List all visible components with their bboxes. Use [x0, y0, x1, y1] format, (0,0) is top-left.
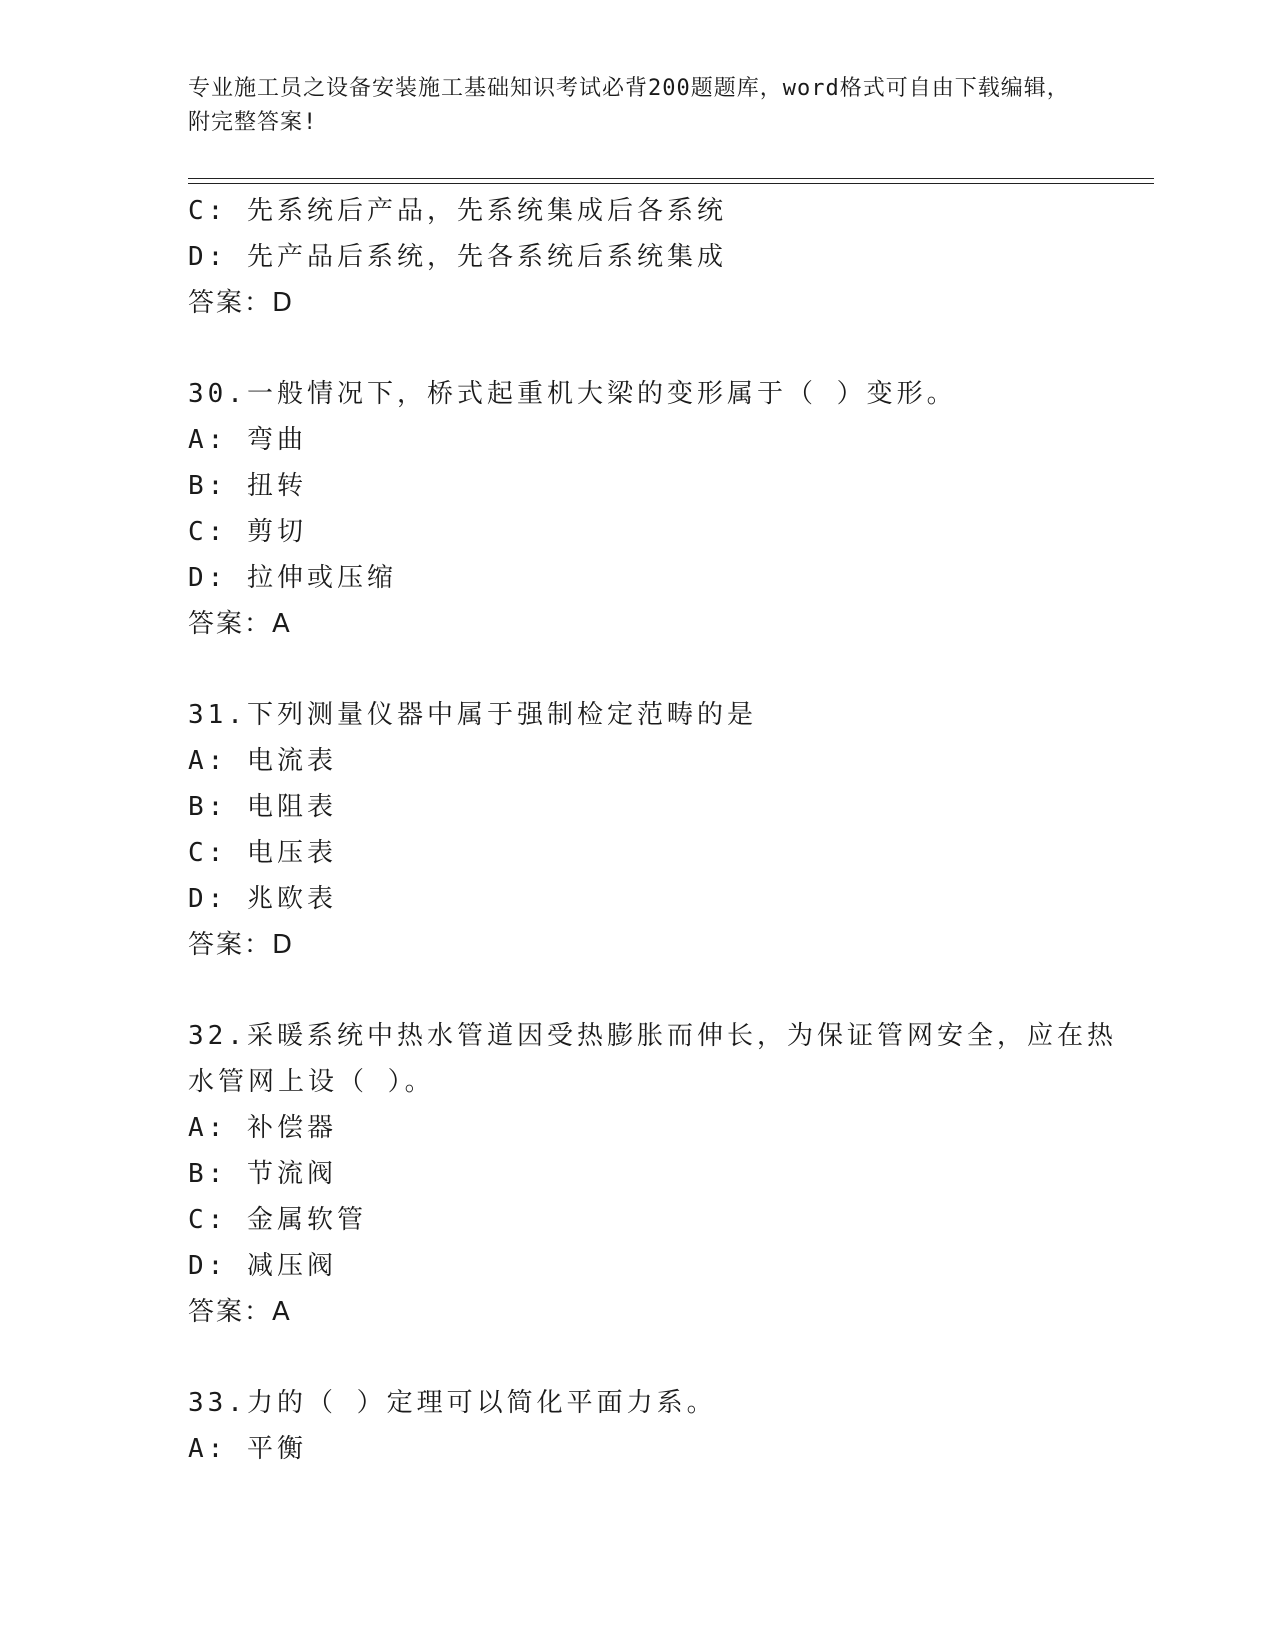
answer-line: 答案：A	[188, 609, 292, 639]
option-d: D: 先产品后系统，先各系统后系统集成	[188, 242, 727, 272]
question-32	[188, 1013, 1117, 1335]
header-rule-bottom	[188, 183, 1154, 184]
option-c: C: 先系统后产品，先系统集成后各系统	[188, 196, 727, 226]
option-d: D: 兆欧表	[188, 884, 337, 914]
question-title: 30.一般情况下，桥式起重机大梁的变形属于（ ）变形。	[188, 379, 957, 409]
option-a: A: 补偿器	[188, 1113, 337, 1143]
option-b: B: 电阻表	[188, 792, 337, 822]
option-c: C: 剪切	[188, 517, 307, 547]
question-33	[188, 1380, 1088, 1472]
question-30	[188, 371, 1088, 647]
answer-line: 答案：D	[188, 288, 295, 318]
document-header: 专业施工员之设备安装施工基础知识考试必背200题题库，word格式可自由下载编辑，附完整答案!	[188, 76, 1070, 135]
option-d: D: 拉伸或压缩	[188, 563, 397, 593]
question-title-line-2: 水管网上设（ ）。	[188, 1067, 435, 1097]
option-a: A: 弯曲	[188, 425, 307, 455]
option-a: A: 电流表	[188, 746, 337, 776]
answer-line: 答案：D	[188, 930, 295, 960]
option-a: A: 平衡	[188, 1434, 307, 1464]
header-rule-top	[188, 178, 1154, 179]
answer-line: 答案：A	[188, 1297, 292, 1327]
previous-question-tail	[188, 188, 1088, 326]
option-b: B: 扭转	[188, 471, 307, 501]
question-content	[188, 188, 1117, 1472]
option-b: B: 节流阀	[188, 1159, 337, 1189]
option-c: C: 电压表	[188, 838, 337, 868]
question-title: 33.力的（ ）定理可以简化平面力系。	[188, 1388, 717, 1418]
option-c: C: 金属软管	[188, 1205, 367, 1235]
question-title-line-1: 32.采暖系统中热水管道因受热膨胀而伸长，为保证管网安全，应在热	[188, 1021, 1117, 1051]
question-title: 31.下列测量仪器中属于强制检定范畴的是	[188, 700, 757, 730]
question-31	[188, 692, 1088, 968]
option-d: D: 减压阀	[188, 1251, 337, 1281]
